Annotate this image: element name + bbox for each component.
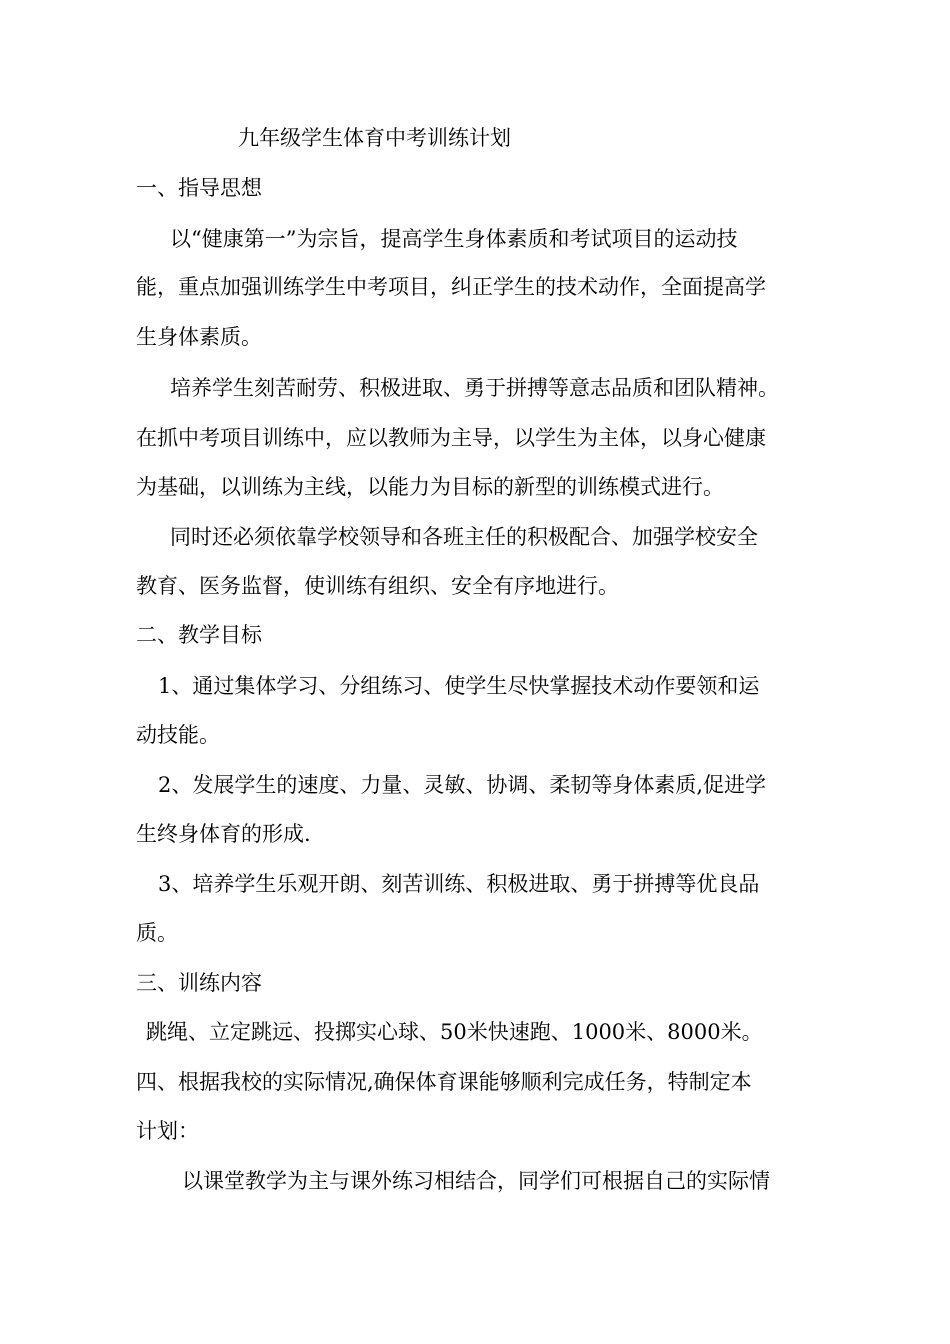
goal-line: 2、发展学生的速度、力量、灵敏、协调、柔韧等身体素质,促进学: [158, 773, 767, 797]
goal-line: 质。: [136, 921, 178, 945]
section-heading-guiding-thought: 一、指导思想: [136, 176, 262, 200]
paragraph-line: 能，重点加强训练学生中考项目，纠正学生的技术动作，全面提高学: [136, 275, 766, 299]
section-heading-training-content: 三、训练内容: [136, 971, 262, 995]
section-heading-plan: 四、根据我校的实际情况,确保体育课能够顺利完成任务，特制定本: [136, 1070, 752, 1094]
document-title: 九年级学生体育中考训练计划: [238, 126, 511, 150]
goal-line: 动技能。: [136, 723, 220, 747]
paragraph-line: 教育、医务监督，使训练有组织、安全有序地进行。: [136, 574, 619, 598]
paragraph-line: 以“健康第一”为宗旨，提高学生身体素质和考试项目的运动技: [170, 227, 738, 251]
paragraph-line: 培养学生刻苦耐劳、积极进取、勇于拼搏等意志品质和团队精神。: [170, 376, 779, 400]
section-heading-teaching-goals: 二、教学目标: [136, 623, 262, 647]
goal-line: 3、培养学生乐观开朗、刻苦训练、积极进取、勇于拼搏等优良品: [158, 872, 760, 896]
paragraph-line: 同时还必须依靠学校领导和各班主任的积极配合、加强学校安全: [170, 525, 758, 549]
goal-line: 1、通过集体学习、分组练习、使学生尽快掌握技术动作要领和运: [158, 674, 760, 698]
paragraph-line: 以课堂教学为主与课外练习相结合，同学们可根据自己的实际情: [182, 1169, 770, 1193]
paragraph-line: 为基础，以训练为主线，以能力为目标的新型的训练模式进行。: [136, 475, 724, 499]
paragraph-line: 在抓中考项目训练中，应以教师为主导，以学生为主体，以身心健康: [136, 426, 766, 450]
section-heading-plan-continued: 计划：: [136, 1119, 199, 1143]
paragraph-line: 生身体素质。: [136, 325, 262, 349]
training-content-line: 跳绳、立定跳远、投掷实心球、50米快速跑、1000米、8000米。: [146, 1020, 763, 1044]
goal-line: 生终身体育的形成.: [136, 822, 311, 846]
